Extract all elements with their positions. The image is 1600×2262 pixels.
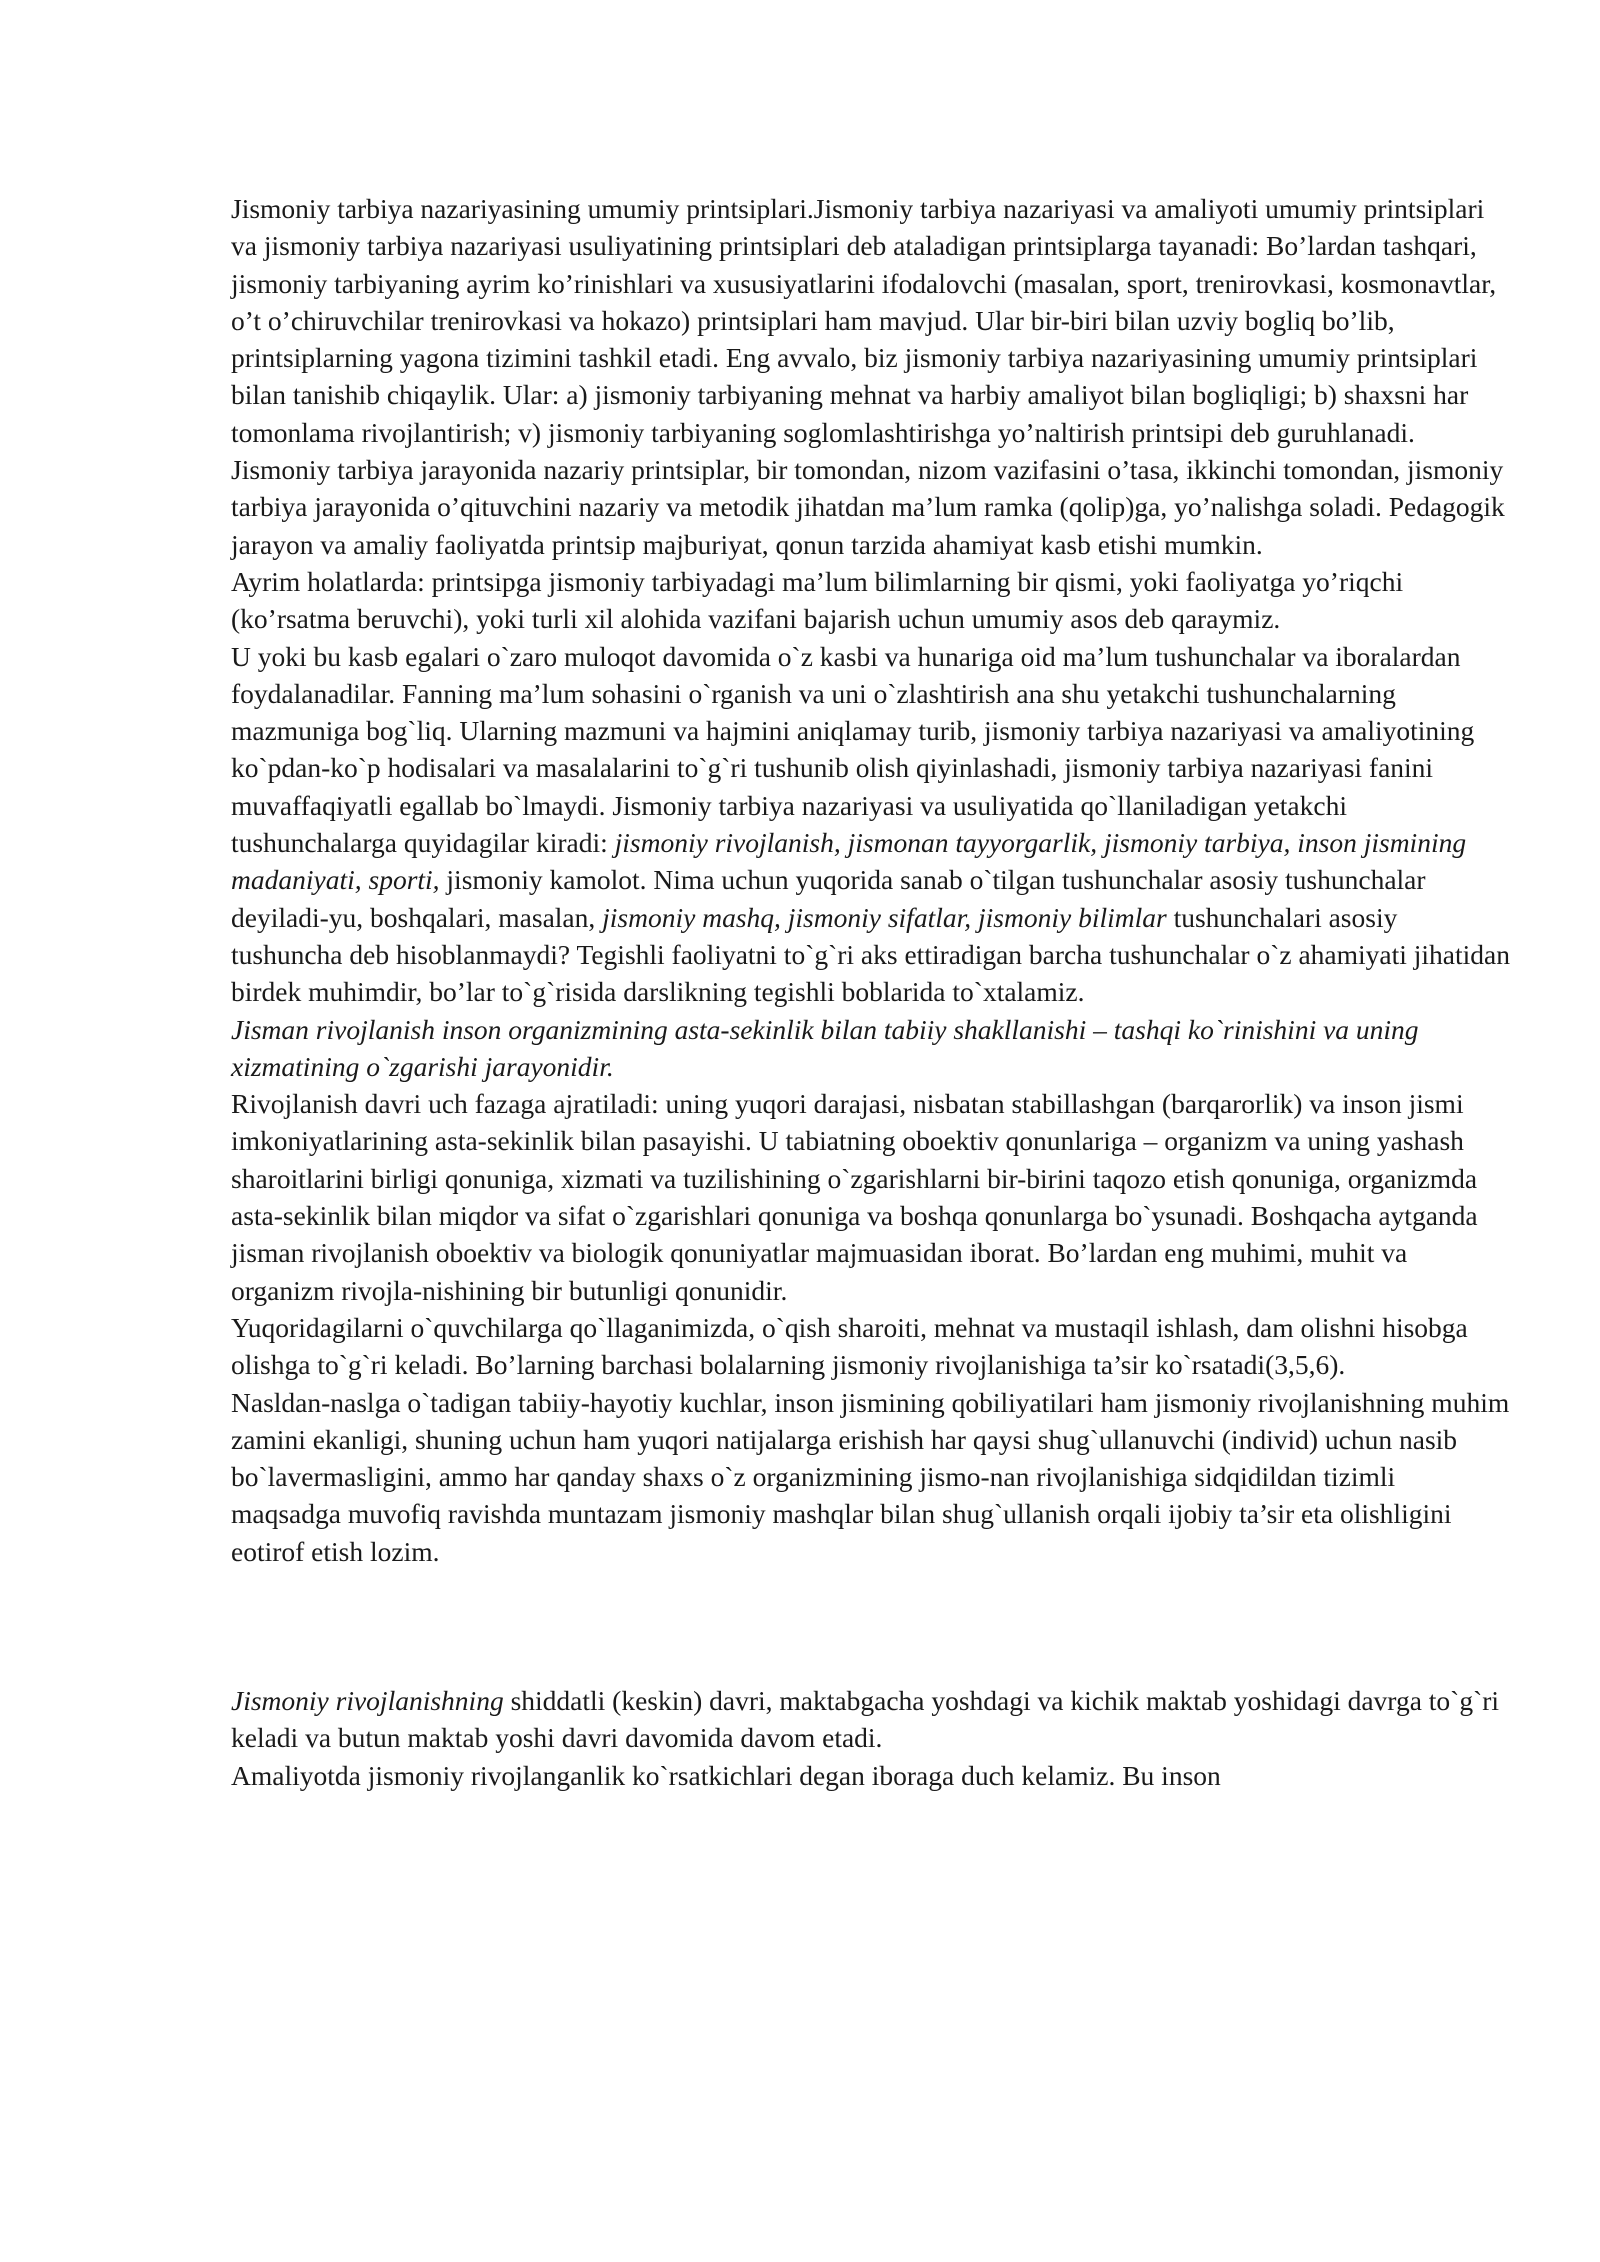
paragraph-gap	[231, 1570, 1511, 1682]
paragraph-text: shiddatli (keskin) davri, maktabgacha yoshdagi va kichik maktab yoshidagi davrga to`g`ri keladi va butun maktab yoshi davri davomida davom etadi.	[231, 1684, 1500, 1754]
paragraph-text: tushunchalari asosiy tushuncha deb hisoblanmaydi? Tegishli faoliyatni to`g`ri aks ettiradigan barcha tushunchalar o`z ahamiyati jihatidan birdek muhimdir, bo’lar to`g`risida darslikning tegishli boblarida to`xtalamiz.	[231, 901, 1510, 1008]
paragraph-intense-period	[231, 1682, 1511, 1757]
italic-definition: Jisman rivojlanish inson organizmining asta-sekinlik bilan tabiiy shakllanishi – tashqi ko`rinishini va uning xizmatining o`zgarishi jarayonidir.	[231, 1013, 1419, 1082]
italic-term-list: jismoniy rivojlanish, jismonan tayyorgarlik, jismoniy tarbiya, inson jismining madaniyati, sporti,	[231, 827, 1467, 896]
paragraph-students: Yuqoridagilarni o`quvchilarga qo`llaganimizda, o`qish sharoiti, mehnat va mustaqil ishlash, dam olishni hisobga olishga to`g`ri keladi. Bo’larning barchasi bolalarning jismoniy rivojlanishiga ta’sir ko`rsatadi(3,5,6).	[231, 1311, 1468, 1381]
paragraph-principles-intro: Jismoniy tarbiya nazariyasining umumiy printsiplari.Jismoniy tarbiya nazariyasi va amaliyoti umumiy printsiplari va jismoniy tarbiya nazariyasi usuliyatining printsiplari deb ataladigan printsiplarga tayanadi: Bo’lardan tashqari, jismoniy tarbiyaning ayrim ko’rinishlari va xususiyatlarini ifodalovchi (masalan, sport, trenirovkasi, kosmonavtlar, o’t o’chiruvchilar trenirovkasi va hokazo) printsiplari ham mavjud. Ular bir-biri bilan uzviy bogliq bo’lib, printsiplarning yagona tizimini tashkil etadi. Eng avvalo, biz jismoniy tarbiya nazariyasining umumiy printsiplari bilan tanishib chiqaylik. Ular: a) jismoniy tarbiyaning mehnat va harbiy amaliyot bilan bogliqligi; b) shaxsni har tomonlama rivojlantirish; v) jismoniy tarbiyaning soglomlashtirishga yo’naltirish printsipi deb guruhlanadi.	[231, 193, 1497, 448]
paragraph-theory-principles: Jismoniy tarbiya jarayonida nazariy printsiplar, bir tomondan, nizom vazifasini o’tasa, ikkinchi tomondan, jismoniy tarbiya jarayonida o’qituvchini nazariy va metodik jihatdan ma’lum ramka (qolip)ga, yo’nalishga soladi. Pedagogik jarayon va amaliy faoliyatda printsip majburiyat, qonun tarzida ahamiyat kasb etishi mumkin.	[231, 454, 1505, 560]
paragraph-heredity: Nasldan-naslga o`tadigan tabiiy-hayotiy kuchlar, inson jismining qobiliyatilari ham jismoniy rivojlanishning muhim zamini ekanligi, shuning uchun ham yuqori natijalarga erishish har qaysi shug`ullanuvchi (individ) uchun nasib bo`lavermasligini, ammo har qanday shaxs o`z organizmining jismo-nan rivojlanishiga sidqidildan tizimli maqsadga muvofiq ravishda muntazam jismoniy mashqlar bilan shug`ullanish orqali ijobiy ta’sir eta olishligini eotirof etish lozim.	[231, 1386, 1510, 1567]
paragraph-indicators: Amaliyotda jismoniy rivojlanganlik ko`rsatkichlari degan iboraga duch kelamiz. Bu inson	[231, 1759, 1221, 1791]
paragraph-special-cases: Ayrim holatlarda: printsipga jismoniy tarbiyadagi ma’lum bilimlarning bir qismi, yoki faoliyatga yo’riqchi (ko’rsatma beruvchi), yoki turli xil alohida vazifani bajarish uchun umumiy asos deb qaraymiz.	[231, 565, 1404, 635]
italic-term: Jismoniy rivojlanishning	[231, 1684, 504, 1716]
paragraph-text: U yoki bu kasb egalari o`zaro muloqot davomida o`z kasbi va hunariga oid ma’lum tushunchalar va iboralardan foydalanadilar. Fanning ma’lum sohasini o`rganish va uni o`zlashtirish ana shu yetakchi tushunchalarning mazmuniga bog`liq. Ularning mazmuni va hajmini aniqlamay turib, jismoniy tarbiya nazariyasi va amaliyotining ko`pdan-ko`p hodisalari va masalalarini to`g`ri tushunib olish qiyinlashadi, jismoniy tarbiya nazariyasi fanini muvaffaqiyatli egallab bo`lmaydi. Jismoniy tarbiya nazariyasi va usuliyatida qo`llaniladigan yetakchi tushunchalarga quyidagilar kiradi:	[231, 640, 1475, 859]
paragraph-text: jismoniy kamolot. Nima uchun yuqorida sanab o`tilgan tushunchalar asosiy tushunchalar deyiladi-yu, boshqalari, masalan,	[231, 864, 1426, 933]
paragraph-key-concepts	[231, 638, 1511, 1011]
italic-term-list: jismoniy mashq, jismoniy sifatlar, jismoniy bilimlar	[602, 901, 1167, 933]
paragraph-definition	[231, 1011, 1511, 1086]
paragraph-development-phases: Rivojlanish davri uch fazaga ajratiladi: uning yuqori darajasi, nisbatan stabillashgan (barqarorlik) va inson jismi imkoniyatlarining asta-sekinlik bilan pasayishi. U tabiatning oboektiv qonunlariga – organizm va uning yashash sharoitlarini birligi qonuniga, xizmati va tuzilishining o`zgarishlarni bir-birini taqozo etish qonuniga, organizmda asta-sekinlik bilan miqdor va sifat o`zgarishlari qonuniga va boshqa qonunlarga bo`ysunadi. Boshqacha aytganda jisman rivojlanish oboektiv va biologik qonuniyatlar majmuasidan iborat. Bo’lardan eng muhimi, muhit va organizm rivojla-nishining bir butunligi qonunidir.	[231, 1088, 1478, 1306]
document-page	[231, 190, 1511, 1794]
